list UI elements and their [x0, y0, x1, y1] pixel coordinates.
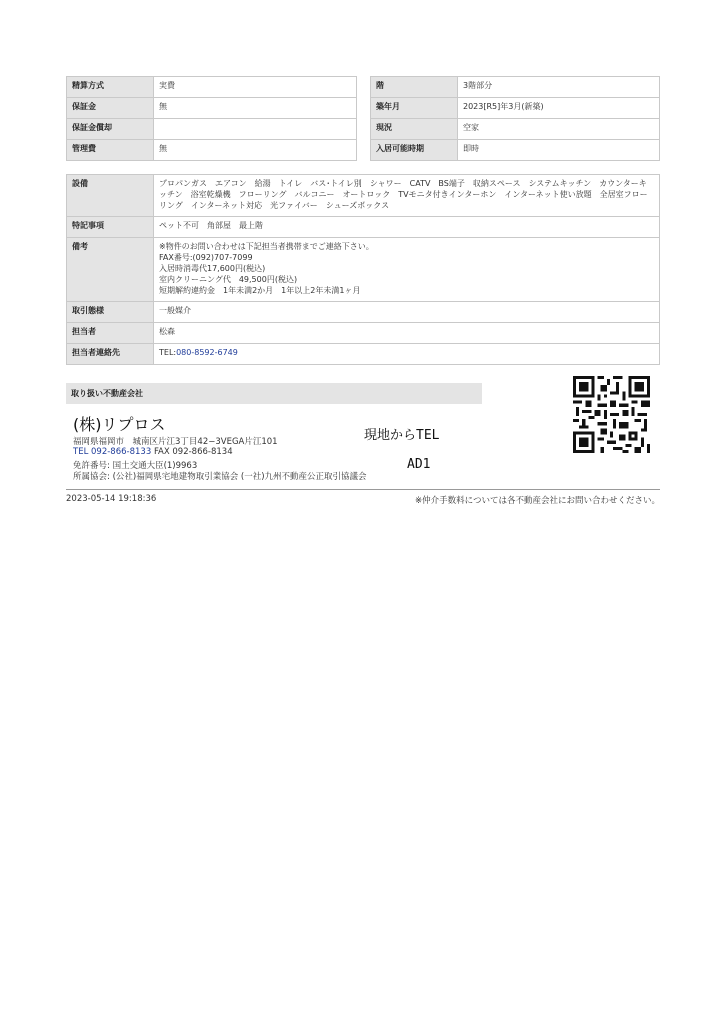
- ad-code: AD1: [407, 457, 431, 472]
- table-row: [371, 119, 660, 140]
- agency-section-title: 取り扱い不動産会社: [66, 383, 482, 404]
- onsite-tel-label: 現地からTEL: [364, 428, 440, 443]
- table-row: [67, 119, 357, 140]
- agency-address: 福岡県福岡市 城南区片江3丁目42−3VEGA片江101: [73, 437, 278, 447]
- table-row: [67, 175, 660, 217]
- table-row: [67, 302, 660, 323]
- table-row: [67, 77, 357, 98]
- agency-tel-link[interactable]: 092-866-8133: [91, 447, 152, 457]
- special-notes-value: ペット不可 角部屋 最上階: [154, 217, 660, 238]
- building-table: [370, 76, 660, 161]
- table-row: [67, 98, 357, 119]
- footer-divider: [66, 489, 660, 490]
- field-label: 保証金償却: [67, 119, 154, 140]
- agency-contact: [73, 447, 233, 457]
- field-label: 築年月: [371, 98, 458, 119]
- table-row: [67, 323, 660, 344]
- agency-license: 免許番号: 国土交通大臣(1)9963: [73, 461, 198, 471]
- field-value: [154, 119, 357, 140]
- field-label: 管理費: [67, 140, 154, 161]
- field-value: 無: [154, 140, 357, 161]
- field-value: 空家: [458, 119, 660, 140]
- remarks-line: FAX番号:(092)707-7099: [159, 253, 253, 262]
- agency-tel-prefix: TEL: [73, 447, 89, 457]
- field-label: 入居可能時期: [371, 140, 458, 161]
- table-row: [371, 140, 660, 161]
- agent-label: 担当者: [67, 323, 154, 344]
- field-value: 2023[R5]年3月(新築): [458, 98, 660, 119]
- details-table: [66, 174, 660, 365]
- table-row: [67, 344, 660, 365]
- equipment-label: 設備: [67, 175, 154, 217]
- agency-name: (株)リプロス: [73, 415, 166, 434]
- table-row: [371, 77, 660, 98]
- remarks-line: 室内クリーニング代 49,500円(税込): [159, 275, 298, 284]
- fee-table: [66, 76, 357, 161]
- field-label: 保証金: [67, 98, 154, 119]
- field-label: 階: [371, 77, 458, 98]
- table-row: [67, 217, 660, 238]
- footer-note: ※仲介手数料については各不動産会社にお問い合わせください。: [415, 496, 660, 506]
- transaction-value: 一般媒介: [154, 302, 660, 323]
- agency-fax: FAX 092-866-8134: [153, 447, 233, 457]
- remarks-line: 入居時消毒代17,600円(税込): [159, 264, 266, 273]
- qr-code-icon[interactable]: [573, 376, 650, 453]
- agent-phone-link[interactable]: 080-8592-6749: [176, 348, 238, 357]
- contact-value: [154, 344, 660, 365]
- agent-value: 松森: [154, 323, 660, 344]
- table-row: [67, 140, 357, 161]
- remarks-line: 短期解約違約金 1年未満2か月 1年以上2年未満1ヶ月: [159, 286, 361, 295]
- table-row: [371, 98, 660, 119]
- table-row: [67, 238, 660, 302]
- equipment-value: プロパンガス エアコン 給湯 トイレ バス･トイレ別 シャワー CATV BS端子 収納スペース システムキッチン カウンターキッチン 浴室乾燥機 フローリング バルコニー オートロック TVモニタ付きインターホン インターネット使い放題 全居室フローリング インターネット対応 光ファイバー シューズボックス: [154, 175, 660, 217]
- field-label: 精算方式: [67, 77, 154, 98]
- field-value: 実費: [154, 77, 357, 98]
- contact-label: 担当者連絡先: [67, 344, 154, 365]
- contact-prefix: TEL:: [159, 348, 177, 357]
- remarks-value: [154, 238, 660, 302]
- field-value: 3階部分: [458, 77, 660, 98]
- transaction-label: 取引態様: [67, 302, 154, 323]
- special-notes-label: 特記事項: [67, 217, 154, 238]
- remarks-line: ※物件のお問い合わせは下記担当者携帯までご連絡下さい。: [159, 242, 374, 251]
- field-label: 現況: [371, 119, 458, 140]
- field-value: 無: [154, 98, 357, 119]
- remarks-label: 備考: [67, 238, 154, 302]
- agency-association: 所属協会: (公社)福岡県宅地建物取引業協会 (一社)九州不動産公正取引協議会: [73, 472, 367, 482]
- print-timestamp: 2023-05-14 19:18:36: [66, 494, 157, 504]
- field-value: 即時: [458, 140, 660, 161]
